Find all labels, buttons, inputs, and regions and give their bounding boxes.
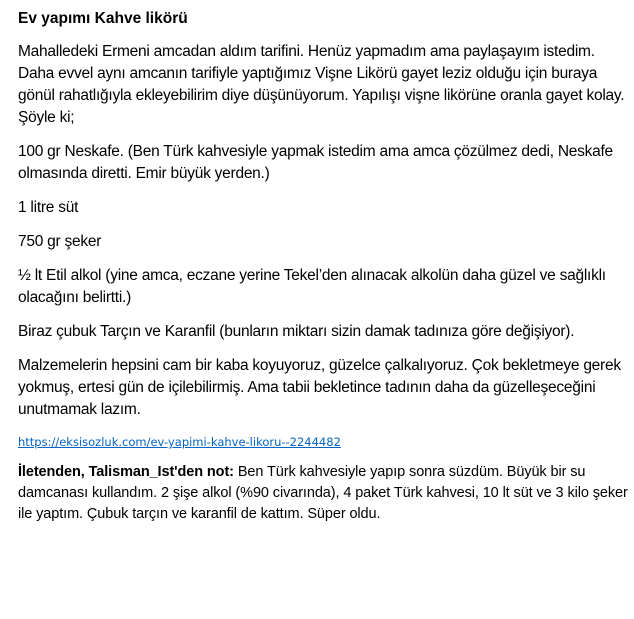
intro-paragraph: Mahalledeki Ermeni amcadan aldım tarifini. Henüz yapmadım ama paylaşayım istedim. Daha evvel aynı amcanın tarifiyle yaptığımız Vişne Likörü gayet leziz olduğu için buraya gönül rahatlığıyla ekleyebilirim diye düşünüyorum. Yapılışı vişne likörüne oranla gayet kolay. Şöyle ki; [18, 43, 625, 126]
sender-note [18, 462, 628, 525]
ingredient-spices: Biraz çubuk Tarçın ve Karanfil (bunların miktarı sizin damak tadınıza göre değişiyor). [18, 323, 575, 340]
ingredient-neskafe: 100 gr Neskafe. (Ben Türk kahvesiyle yapmak istedim ama amca çözülmez dedi, Neskafe olmasında diretti. Emir büyük yerden.) [18, 143, 613, 182]
document-title: Ev yapımı Kahve likörü [18, 10, 188, 27]
ingredient-alcohol: ½ lt Etil alkol (yine amca, eczane yerine Tekel’den alınacak alkolün daha güzel ve sağlıklı olacağını belirtti.) [18, 267, 606, 306]
instructions-paragraph: Malzemelerin hepsini cam bir kaba koyuyoruz, güzelce çalkalıyoruz. Çok bekletmeye gerek yokmuş, ertesi gün de içilebilirmiş. Ama tabii bekletince tadının daha da güzelleşeceğini unutmamak lazım. [18, 357, 621, 418]
document [18, 8, 628, 525]
sender-note-label: İletenden, Talisman_Ist'den not: [18, 464, 234, 480]
source-link[interactable]: https://eksisozluk.com/ev-yapimi-kahve-likoru--2244482 [18, 435, 341, 449]
ingredient-milk: 1 litre süt [18, 199, 79, 216]
ingredient-sugar: 750 gr şeker [18, 233, 102, 250]
sender-note-text: Ben Türk kahvesiyle yapıp sonra süzdüm. Büyük bir su damcanası kullandım. 2 şişe alkol (%90 civarında), 4 paket Türk kahvesi, 10 lt süt ve 3 kilo şeker ile yaptım. Çubuk tarçın ve karanfil de kattım. Süper oldu. [18, 464, 628, 522]
